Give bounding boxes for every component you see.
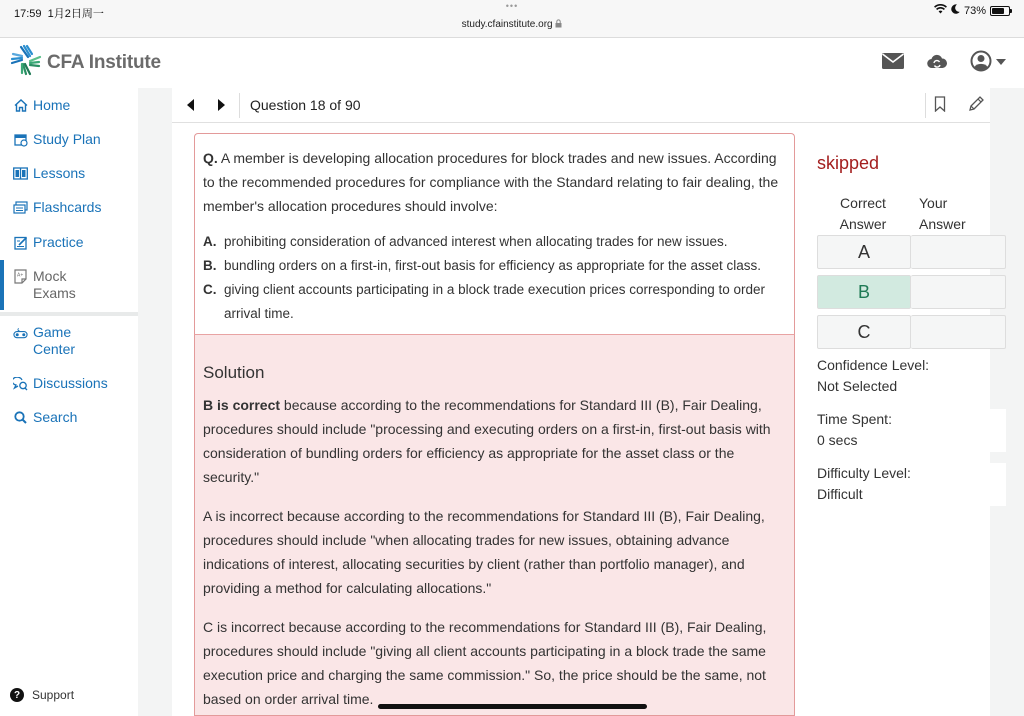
home-icon (13, 97, 28, 114)
user-account-icon[interactable] (968, 48, 1008, 74)
question-toolbar (172, 88, 990, 123)
gamepad-icon (13, 324, 28, 341)
solution-title: Solution (203, 363, 265, 382)
answer-choices (203, 230, 786, 326)
sidebar-item-label: Flashcards (33, 199, 102, 215)
sidebar-item-home[interactable] (0, 97, 138, 114)
sidebar-item-label: Discussions (33, 375, 108, 391)
correct-answer-cell: A (817, 235, 911, 269)
your-answer-cell (911, 235, 1006, 269)
sidebar-item-game-center[interactable] (0, 324, 138, 358)
toolbar-divider (925, 93, 926, 118)
multitask-dots[interactable]: ••• (505, 1, 519, 11)
mail-icon[interactable] (880, 48, 906, 74)
pencil-icon[interactable] (967, 95, 987, 115)
cfa-logo-icon (10, 44, 42, 81)
caret-down-icon[interactable] (996, 52, 1006, 70)
choice-letter: A. (203, 234, 217, 249)
choice-b[interactable] (203, 254, 786, 278)
choice-c[interactable] (203, 278, 786, 326)
home-indicator[interactable] (378, 704, 647, 709)
time-label: Time Spent: (817, 411, 892, 427)
cloud-sync-icon[interactable] (924, 48, 950, 74)
answer-row (817, 275, 1006, 309)
wifi-icon (934, 4, 947, 17)
content-gutter-right (990, 88, 1024, 716)
sidebar-item-discussions[interactable] (0, 375, 138, 392)
your-answer-header: Your Answer (919, 195, 966, 232)
correct-answer-cell: B (817, 275, 911, 309)
difficulty-level (817, 463, 911, 505)
result-panel (805, 123, 990, 716)
difficulty-value: Difficult (817, 486, 863, 502)
solution-panel (194, 334, 795, 716)
solution-paragraph: C is incorrect because according to the recommendations for Standard III (B), Fair Dealing, procedures should include "giving all client accounts participating in a block trade the same execution price and charging the same commission." So, the price should be the same, not based on order arrival time. (203, 619, 767, 707)
time-spent (817, 409, 892, 451)
prev-arrow-icon[interactable] (184, 98, 198, 112)
panel-extension (990, 409, 1006, 452)
help-icon: ? (10, 688, 24, 702)
sidebar-item-label: Game Center (33, 324, 76, 357)
app-header (0, 38, 1024, 84)
confidence-label: Confidence Level: (817, 357, 930, 373)
your-answer-cell (911, 275, 1006, 309)
url-text: study.cfainstitute.org (461, 19, 553, 30)
status-time: 17:59 1月2日周一 (14, 8, 104, 20)
cfa-logo-text: CFA Institute (47, 51, 161, 73)
choice-text: prohibiting consideration of advanced interest when allocating trades for new issues. (224, 234, 728, 249)
support-link[interactable] (10, 688, 74, 702)
sidebar-item-label: Study Plan (33, 131, 101, 147)
book-icon (13, 165, 28, 182)
sidebar-item-flashcards[interactable] (0, 199, 138, 216)
calendar-clock-icon (13, 131, 28, 148)
solution-paragraph: A is incorrect because according to the recommendations for Standard III (B), Fair Dealing, procedures should include "when allocating trades for new issues, obtaining advance indications of interest, allocating securities by client (rather than portfolio manager), and providing a method for calculating allocations." (203, 508, 765, 596)
flashcards-icon (13, 199, 28, 216)
bookmark-icon[interactable] (934, 96, 950, 114)
answer-row (817, 315, 1006, 349)
lock-icon (555, 19, 562, 30)
battery-fill (992, 8, 1004, 14)
panel-extension (990, 463, 1006, 506)
question-prefix: Q. (203, 150, 218, 166)
sidebar-item-mock-exams[interactable] (0, 268, 138, 302)
header-actions (880, 48, 1008, 74)
svg-text:A+: A+ (17, 272, 24, 279)
answer-status: skipped (817, 153, 880, 173)
sidebar-item-label: Lessons (33, 165, 86, 181)
sidebar-item-label: Practice (33, 234, 84, 250)
cfa-logo[interactable] (10, 44, 161, 81)
your-answer-cell (911, 315, 1006, 349)
time-value: 0 secs (817, 432, 858, 448)
sidebar-divider (0, 312, 138, 316)
sidebar-item-label: Home (33, 97, 71, 113)
status-right (934, 4, 1010, 17)
content-gutter-left (138, 88, 172, 716)
solution-paragraph: B is correct because according to the recommendations for Standard III (B), Fair Dealing, procedures should include "processing and executing orders on a first-in, first-out basis with consideration of bundling orders for efficiency as appropriate for the asset class or the security." (203, 397, 771, 485)
sidebar-item-label: Search (33, 409, 78, 425)
correct-answer-header: Correct Answer (839, 195, 887, 232)
ios-status-bar (0, 0, 1024, 38)
sidebar-item-study-plan[interactable] (0, 131, 138, 148)
chat-icon (13, 375, 28, 392)
battery-percent: 73% (963, 4, 986, 17)
choice-letter: C. (203, 282, 217, 297)
choice-text: giving client accounts participating in a block trade execution prices corresponding to order arrival time. (224, 282, 766, 321)
question-counter: Question 18 of 90 (250, 97, 361, 113)
answer-row (817, 235, 1006, 269)
confidence-level (817, 355, 929, 397)
toolbar-divider (239, 93, 240, 118)
choice-text: bundling orders on a first-in, first-out basis for efficiency as appropriate for the asset class. (224, 258, 762, 273)
next-arrow-icon[interactable] (214, 98, 228, 112)
choice-letter: B. (203, 258, 217, 273)
sidebar-item-label: Mock Exams (33, 268, 76, 301)
sidebar-nav (0, 84, 138, 716)
sidebar-item-practice[interactable] (0, 234, 138, 251)
difficulty-label: Difficulty Level: (817, 465, 911, 481)
support-label: Support (32, 688, 75, 702)
question-text: Q. A member is developing allocation procedures for block trades and new issues. According to the recommended procedures for compliance with the Standard relating to fair dealing, the member's allocation procedures should involve: (203, 150, 779, 214)
url-bar[interactable] (0, 19, 1024, 30)
moon-icon (951, 4, 960, 17)
correct-answer-cell: C (817, 315, 911, 349)
battery-icon (990, 6, 1010, 16)
sidebar-item-lessons[interactable] (0, 165, 138, 182)
practice-icon (13, 234, 28, 251)
exam-icon (13, 268, 28, 285)
question-card (194, 133, 795, 335)
choice-a[interactable] (203, 230, 786, 254)
confidence-value: Not Selected (817, 378, 898, 394)
sidebar-item-search[interactable] (0, 409, 138, 426)
search-icon (13, 409, 28, 426)
